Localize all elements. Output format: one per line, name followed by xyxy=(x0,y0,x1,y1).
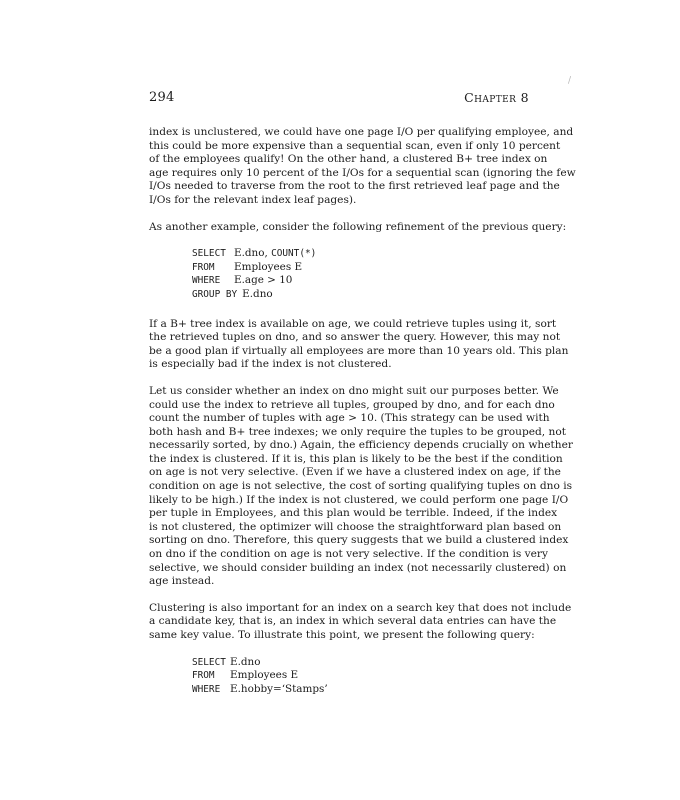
text-line: is especially bad if the index is not clustered. xyxy=(149,358,392,371)
text-line: age requires only 10 percent of the I/Os for a sequential scan (ignoring the few xyxy=(149,166,576,179)
text-line: selective, we should consider building an index (not necessarily clustered) on xyxy=(149,561,567,574)
margin-speck: / xyxy=(568,76,572,86)
sql-keyword: WHERE xyxy=(192,275,221,287)
sql-argument: Employees E xyxy=(234,260,303,273)
text-line: is not clustered, the optimizer will choose the straightforward plan based on xyxy=(149,520,562,533)
text-line: I/Os needed to traverse from the root to the first retrieved leaf page and the xyxy=(149,180,560,193)
text-line: the retrieved tuples on dno, and so answer the query. However, this may not xyxy=(149,331,561,344)
text-line: same key value. To illustrate this point, we present the following query: xyxy=(149,629,535,641)
text-line: likely to be high.) If the index is not clustered, we could perform one page I/O xyxy=(149,493,569,506)
text-line: on age is not very selective. (Even if we have a clustered index on age, if the xyxy=(149,466,561,479)
paragraph-1 xyxy=(149,126,576,208)
sql-keyword: SELECT xyxy=(192,656,226,668)
sql-query-hobby xyxy=(192,656,531,697)
sql-select-columns: E.dno, xyxy=(234,247,268,260)
sql-where-clause xyxy=(192,274,531,288)
text-line: sorting on dno. Therefore, this query suggests that we build a clustered index xyxy=(149,534,569,547)
sql-keyword: SELECT xyxy=(192,248,226,260)
text-line: If a B+ tree index is available on age, we could retrieve tuples using it, sort xyxy=(149,317,557,330)
text-line: a candidate key, that is, an index in which several data entries can have the xyxy=(149,615,557,628)
paragraph-5 xyxy=(149,601,572,643)
sql-argument: E.dno xyxy=(242,287,273,300)
sql-from-clause xyxy=(192,669,531,683)
sql-from-clause xyxy=(192,261,531,275)
text-line: count the number of tuples with age > 10. (This strategy can be used with xyxy=(149,412,550,425)
body-text xyxy=(149,126,576,712)
sql-argument: Employees E xyxy=(230,669,299,682)
text-line: As another example, consider the following refinement of the previous query: xyxy=(149,220,567,233)
paragraph-4 xyxy=(149,384,573,589)
sql-keyword: WHERE xyxy=(192,683,221,695)
running-head: Chapter 8 xyxy=(464,90,529,105)
text-line: Let us consider whether an index on dno might suit our purposes better. We xyxy=(149,384,559,397)
paragraph-3 xyxy=(149,317,569,372)
text-line: condition on age is not selective, the cost of sorting qualifying tuples on dno is xyxy=(149,480,573,493)
text-line: per tuple in Employees, and this plan would be terrible. Indeed, if the index xyxy=(149,507,558,520)
sql-aggregate: COUNT(*) xyxy=(271,248,317,260)
sql-select-clause xyxy=(192,247,531,261)
text-line: Clustering is also important for an index on a search key that does not include xyxy=(149,601,572,614)
text-line: the index is clustered. If it is, this plan is likely to be the best if the condition xyxy=(149,452,563,465)
sql-argument: E.dno xyxy=(230,655,261,668)
text-line: I/Os for the relevant index leaf pages). xyxy=(149,193,357,206)
paragraph-2 xyxy=(149,220,567,235)
sql-groupby-clause xyxy=(192,288,531,302)
text-line: index is unclustered, we could have one page I/O per qualifying employee, and xyxy=(149,126,574,138)
page-number: 294 xyxy=(149,90,175,105)
sql-keyword: FROM xyxy=(192,261,215,273)
text-line: could use the index to retrieve all tuples, grouped by dno, and for each dno xyxy=(149,398,555,411)
sql-select-clause xyxy=(192,656,531,670)
sql-argument: E.age > 10 xyxy=(234,274,293,287)
sql-argument xyxy=(234,247,316,261)
text-line: be a good plan if virtually all employees are more than 10 years old. This plan xyxy=(149,344,569,357)
text-line: this could be more expensive than a sequential scan, even if only 10 percent xyxy=(149,139,561,152)
text-line: necessarily sorted, by dno.) Again, the efficiency depends crucially on whether xyxy=(149,439,573,452)
sql-argument: E.hobby=‘Stamps’ xyxy=(230,682,328,695)
text-line: of the employees qualify! On the other hand, a clustered B+ tree index on xyxy=(149,153,548,166)
sql-where-clause xyxy=(192,683,531,697)
text-line: age instead. xyxy=(149,575,215,588)
text-line: both hash and B+ tree indexes; we only require the tuples to be grouped, not xyxy=(149,425,566,438)
sql-keyword: FROM xyxy=(192,670,215,682)
text-line: on dno if the condition on age is not very selective. If the condition is very xyxy=(149,548,548,561)
sql-keyword: GROUP BY xyxy=(192,288,238,300)
sql-query-group-by xyxy=(192,247,531,301)
